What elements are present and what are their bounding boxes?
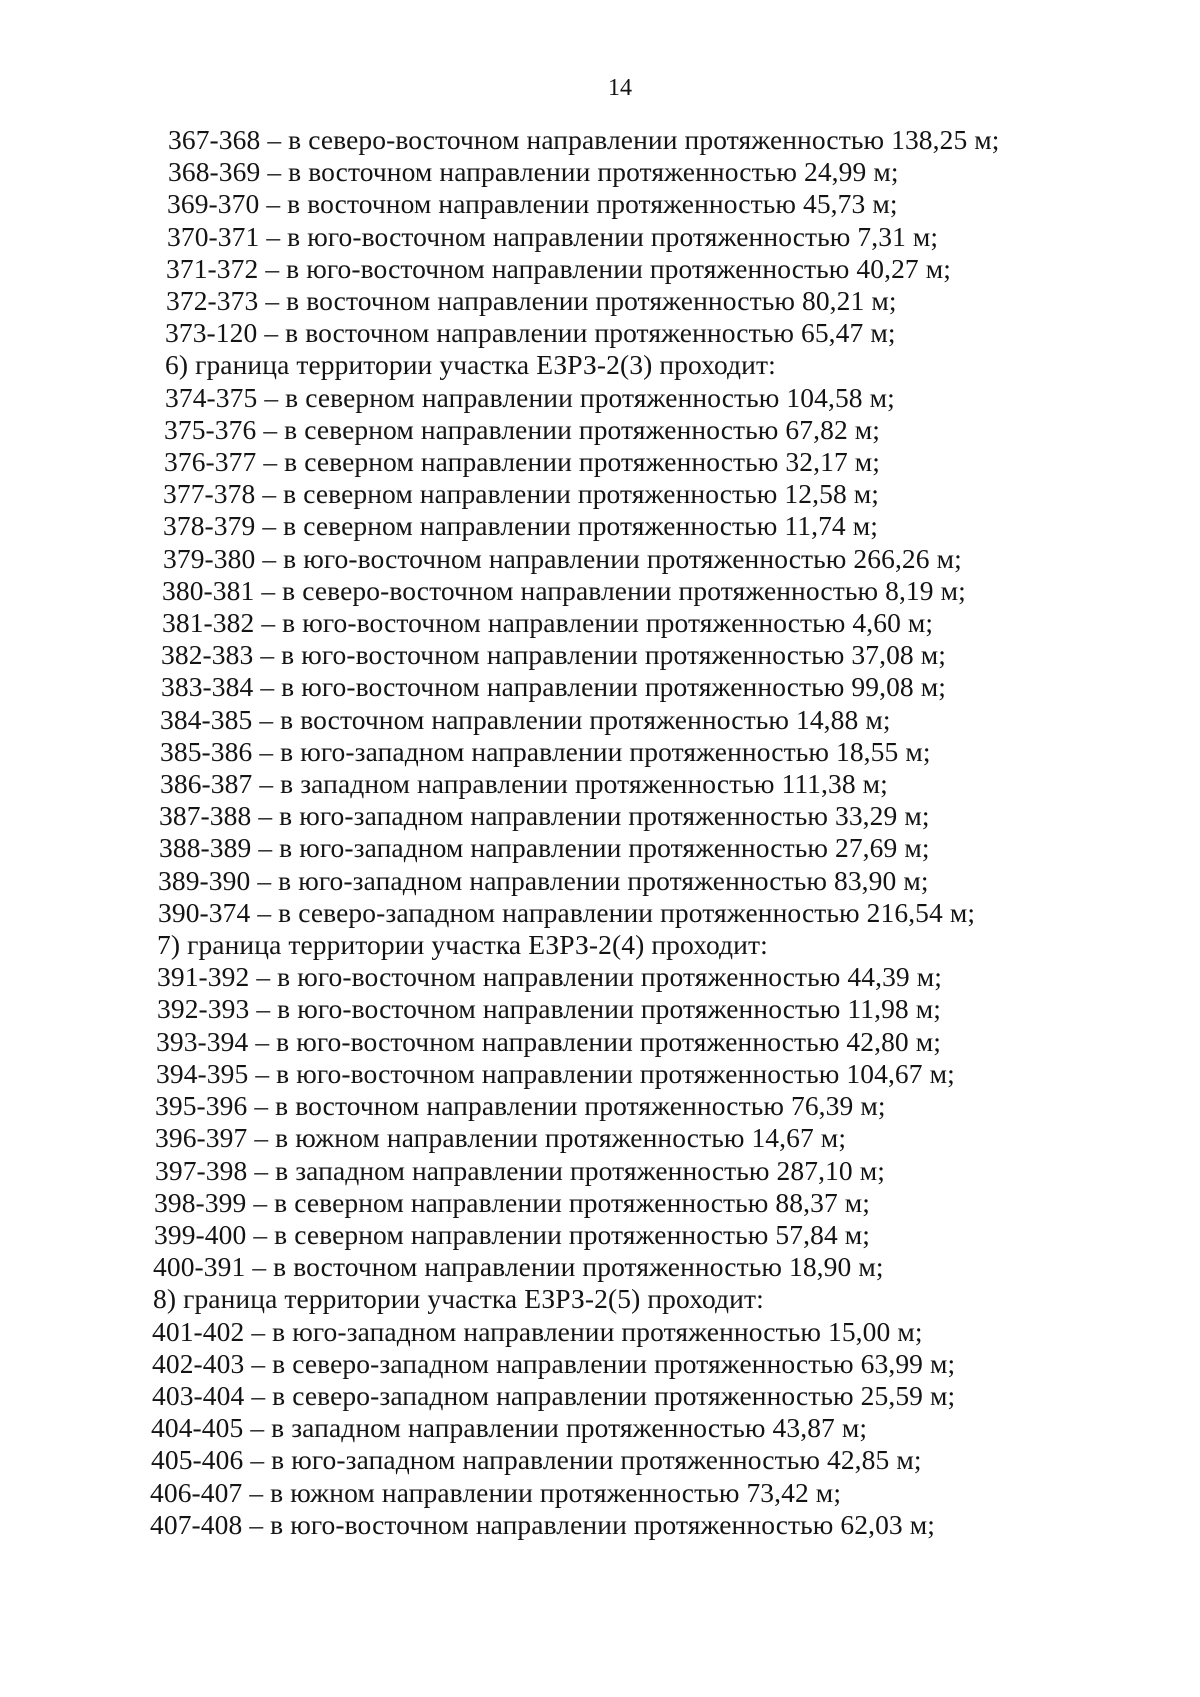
boundary-segment-line: 384-385 – в восточном направлении протяженностью 14,88 м;	[160, 703, 891, 735]
boundary-segment-line: 385-386 – в юго-западном направлении протяженностью 18,55 м;	[160, 735, 931, 767]
boundary-segment-line: 399-400 – в северном направлении протяженностью 57,84 м;	[154, 1218, 871, 1250]
boundary-segment-line: 392-393 – в юго-восточном направлении протяженностью 11,98 м;	[157, 993, 941, 1025]
boundary-segment-line: 394-395 – в юго-восточном направлении протяженностью 104,67 м;	[156, 1057, 955, 1089]
boundary-segment-line: 376-377 – в северном направлении протяженностью 32,17 м;	[164, 446, 881, 478]
section-heading: 8) граница территории участка ЕЗРЗ-2(5) проходит:	[153, 1283, 764, 1315]
boundary-segment-line: 393-394 – в юго-восточном направлении протяженностью 42,80 м;	[156, 1025, 942, 1057]
boundary-segment-line: 386-387 – в западном направлении протяженностью 111,38 м;	[160, 768, 888, 800]
section-heading: 6) граница территории участка ЕЗРЗ-2(3) проходит:	[165, 349, 776, 381]
boundary-segment-line: 373-120 – в восточном направлении протяженностью 65,47 м;	[165, 317, 896, 349]
boundary-segment-line: 405-406 – в юго-западном направлении протяженностью 42,85 м;	[151, 1444, 922, 1476]
boundary-segment-line: 382-383 – в юго-восточном направлении протяженностью 37,08 м;	[161, 639, 947, 671]
boundary-segment-line: 370-371 – в юго-восточном направлении протяженностью 7,31 м;	[167, 220, 939, 252]
boundary-segment-line: 383-384 – в юго-восточном направлении протяженностью 99,08 м;	[161, 671, 947, 703]
boundary-segment-line: 390-374 – в северо-западном направлении протяженностью 216,54 м;	[158, 896, 976, 928]
boundary-segment-line: 387-388 – в юго-западном направлении протяженностью 33,29 м;	[159, 800, 930, 832]
boundary-segment-line: 380-381 – в северо-восточном направлении протяженностью 8,19 м;	[162, 574, 966, 606]
boundary-segment-line: 369-370 – в восточном направлении протяженностью 45,73 м;	[167, 188, 898, 220]
boundary-segment-line: 397-398 – в западном направлении протяженностью 287,10 м;	[155, 1154, 885, 1186]
boundary-segment-line: 381-382 – в юго-восточном направлении протяженностью 4,60 м;	[162, 607, 934, 639]
boundary-segment-line: 398-399 – в северном направлении протяженностью 88,37 м;	[154, 1186, 871, 1218]
boundary-description-text	[150, 124, 1178, 1541]
boundary-segment-line: 368-369 – в восточном направлении протяженностью 24,99 м;	[168, 156, 899, 188]
boundary-segment-line: 378-379 – в северном направлении протяженностью 11,74 м;	[163, 510, 879, 542]
page-number: 14	[608, 75, 632, 101]
boundary-segment-line: 391-392 – в юго-восточном направлении протяженностью 44,39 м;	[157, 961, 943, 993]
boundary-segment-line: 403-404 – в северо-западном направлении протяженностью 25,59 м;	[152, 1379, 956, 1411]
section-heading: 7) граница территории участка ЕЗРЗ-2(4) проходит:	[157, 929, 768, 961]
boundary-segment-line: 372-373 – в восточном направлении протяженностью 80,21 м;	[166, 285, 897, 317]
boundary-segment-line: 406-407 – в южном направлении протяженностью 73,42 м;	[150, 1476, 842, 1508]
boundary-segment-line: 402-403 – в северо-западном направлении протяженностью 63,99 м;	[152, 1347, 956, 1379]
boundary-segment-line: 400-391 – в восточном направлении протяженностью 18,90 м;	[153, 1251, 884, 1283]
boundary-segment-line: 389-390 – в юго-западном направлении протяженностью 83,90 м;	[158, 864, 929, 896]
boundary-segment-line: 396-397 – в южном направлении протяженностью 14,67 м;	[155, 1122, 847, 1154]
boundary-segment-line: 401-402 – в юго-западном направлении протяженностью 15,00 м;	[152, 1315, 923, 1347]
boundary-segment-line: 404-405 – в западном направлении протяженностью 43,87 м;	[151, 1412, 868, 1444]
boundary-segment-line: 395-396 – в восточном направлении протяженностью 76,39 м;	[155, 1090, 886, 1122]
boundary-segment-line: 374-375 – в северном направлении протяженностью 104,58 м;	[165, 381, 895, 413]
boundary-segment-line: 388-389 – в юго-западном направлении протяженностью 27,69 м;	[159, 832, 930, 864]
boundary-segment-line: 377-378 – в северном направлении протяженностью 12,58 м;	[163, 478, 880, 510]
boundary-segment-line: 379-380 – в юго-восточном направлении протяженностью 266,26 м;	[163, 542, 962, 574]
boundary-segment-line: 407-408 – в юго-восточном направлении протяженностью 62,03 м;	[150, 1508, 936, 1540]
boundary-segment-line: 375-376 – в северном направлении протяженностью 67,82 м;	[164, 413, 881, 445]
boundary-segment-line: 367-368 – в северо-восточном направлении протяженностью 138,25 м;	[168, 124, 1000, 155]
boundary-segment-line: 371-372 – в юго-восточном направлении протяженностью 40,27 м;	[166, 252, 952, 284]
